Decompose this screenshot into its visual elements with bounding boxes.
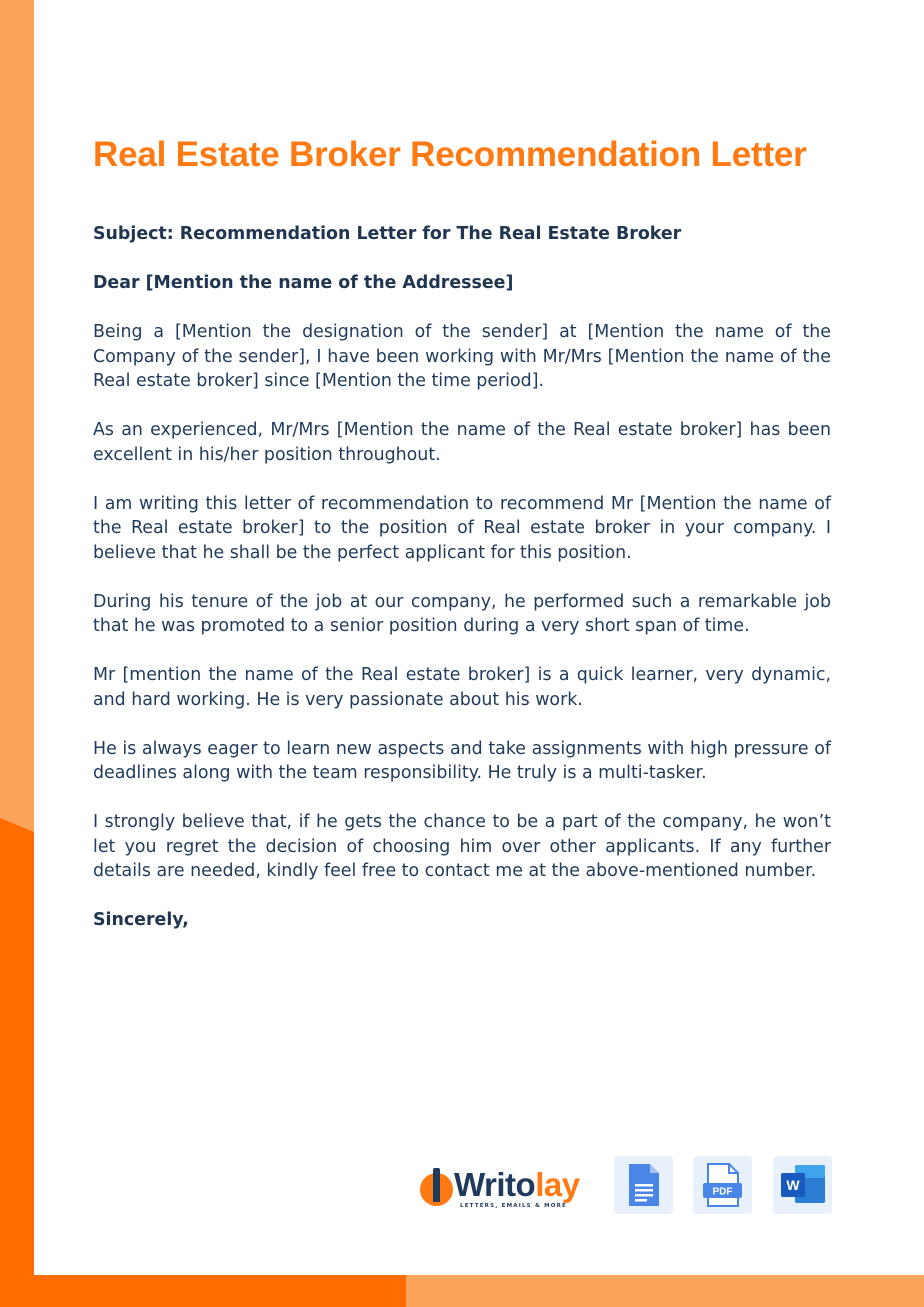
- logo-tagline: LETTERS, EMAILS & MORE: [460, 1203, 568, 1209]
- footer: [418, 1156, 832, 1214]
- page-title: Real Estate Broker Recommendation Letter: [93, 135, 807, 174]
- word-label: W: [786, 1177, 800, 1193]
- letter-paragraph: As an experienced, Mr/Mrs [Mention the name of the Real estate broker] has been excellent in his/her position throughout.: [93, 420, 831, 465]
- bottom-accent-bar-dark: [0, 1275, 406, 1307]
- letter-subject: Subject: Recommendation Letter for The Real Estate Broker: [93, 224, 682, 244]
- pdf-download-button[interactable]: [693, 1156, 752, 1214]
- letter-paragraph: Mr [mention the name of the Real estate broker] is a quick learner, very dynamic, and hard working. He is very passionate about his work.: [93, 665, 831, 710]
- writolay-logo[interactable]: [418, 1162, 588, 1208]
- bottom-accent-bar-light: [406, 1275, 924, 1307]
- letter-paragraph: During his tenure of the job at our company, he performed such a remarkable job that he was promoted to a senior position during a very short span of time.: [93, 591, 831, 636]
- logo-wordmark: Writolay: [454, 1166, 580, 1203]
- word-icon: [773, 1156, 832, 1214]
- letter-paragraph: I strongly believe that, if he gets the chance to be a part of the company, he won’t let you regret the decision of choosing him over other applicants. If any further details are needed, kindly feel free to contact me at the above-mentioned number.: [93, 812, 831, 881]
- pen-icon: [433, 1168, 440, 1202]
- word-download-button[interactable]: [773, 1156, 832, 1214]
- google-docs-icon: [614, 1156, 673, 1214]
- letter-paragraph: Being a [Mention the designation of the sender] at [Mention the name of the Company of the sender], I have been working with Mr/Mrs [Mention the name of the Real estate broker] since [Mention the time period].: [93, 322, 831, 391]
- left-accent-bar-light: [0, 0, 34, 832]
- letter-body: [93, 222, 831, 957]
- google-docs-download-button[interactable]: [614, 1156, 673, 1214]
- pdf-label: PDF: [712, 1186, 733, 1198]
- letter-closing: Sincerely,: [93, 910, 189, 930]
- letter-paragraph: I am writing this letter of recommendation to recommend Mr [Mention the name of the Real estate broker] to the position of Real estate broker in your company. I believe that he shall be the perfect applicant for this position.: [93, 493, 831, 563]
- left-accent-bar-dark: [0, 818, 34, 1307]
- letter-salutation: Dear [Mention the name of the Addressee]: [93, 273, 514, 293]
- letter-paragraph: He is always eager to learn new aspects and take assignments with high pressure of deadlines along with the team responsibility. He truly is a multi-tasker.: [93, 738, 831, 783]
- pdf-icon: [693, 1156, 752, 1214]
